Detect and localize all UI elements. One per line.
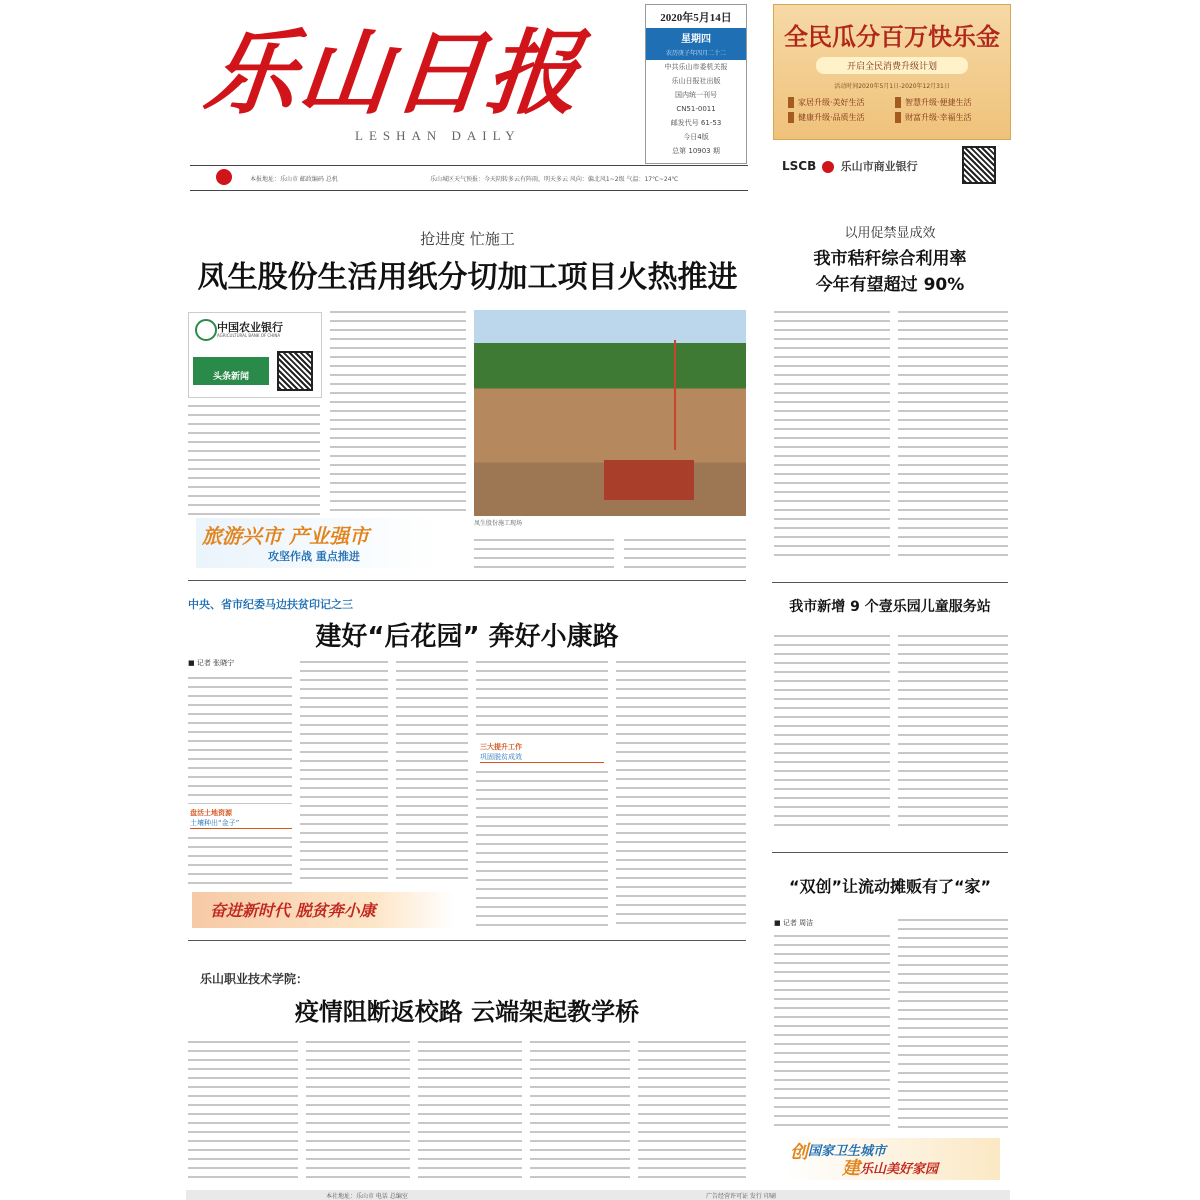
story1-text-col2 [330, 306, 466, 518]
story2-series: 中央、省市纪委马边扶贫印记之三 [188, 598, 353, 611]
newspaper-logo-icon [216, 169, 232, 185]
masthead-info-bar [190, 165, 748, 191]
tourism-ribbon [196, 518, 438, 568]
right2-headline[interactable]: 我市新增 9 个壹乐园儿童服务站 [789, 599, 991, 615]
date-box [645, 4, 747, 164]
ribbon-sub: 攻坚作战 重点推进 [268, 550, 360, 563]
masthead-title: 乐山日报 [199, 19, 587, 127]
right1-kicker: 以用促禁显成效 [844, 226, 936, 241]
date-box-line: CN51-0011 [676, 105, 716, 113]
ribbon-text-a: 国家卫生城市 [808, 1144, 887, 1159]
ad-item-grid [788, 97, 998, 123]
bank-ad[interactable] [188, 312, 322, 398]
poverty-ribbon [192, 892, 454, 928]
ad-note: 活动时间2020年5月1日-2020年12月31日 [834, 83, 950, 90]
sponsor-bank-name: 乐山市商业银行 [840, 160, 918, 173]
bank-logo-icon [822, 161, 834, 173]
ribbon-mark-b: 建 [842, 1158, 860, 1179]
qr-code-icon[interactable] [962, 146, 996, 184]
contact-info: 本报地址：乐山市 邮政编码 总机 [250, 176, 338, 183]
right3-text-col2 [898, 914, 1008, 1130]
bank-name-en: AGRICULTURAL BANK OF CHINA [217, 333, 281, 338]
date-box-line: 今日4版 [683, 133, 709, 141]
ribbon-main: 旅游兴市 产业强市 [202, 524, 369, 548]
story3-series: 乐山职业技术学院： [200, 972, 309, 986]
story1-text-col3 [474, 534, 614, 574]
story1-text-col1 [188, 400, 320, 518]
footer-left: 本社地址：乐山市 电话 总编室 [326, 1193, 408, 1200]
poverty-ribbon-text: 奋进新时代 脱贫奔小康 [210, 901, 376, 920]
abc-logo-icon [195, 319, 217, 341]
masthead-subtitle: LESHAN DAILY [355, 128, 521, 143]
bank-ad-banner: 头条新闻 [193, 357, 269, 385]
top-advertisement[interactable] [773, 4, 1011, 140]
bank-name: 中国农业银行 [217, 321, 283, 334]
story2-text-col1b [188, 832, 292, 884]
health-city-ribbon [786, 1138, 1000, 1180]
ribbon-mark-a: 创 [790, 1142, 808, 1163]
story3-text-col5 [638, 1036, 746, 1182]
masthead [199, 18, 625, 143]
story3-text-col1 [188, 1036, 298, 1182]
crane-icon [674, 340, 676, 450]
ad-item: 健康升级·品质生活 [788, 112, 891, 123]
story2-text-col1 [188, 672, 292, 804]
right1-headline-line2[interactable]: 今年有望超过 90% [815, 275, 965, 295]
ad-subtitle: 开启全民消费升级计划 [816, 57, 968, 74]
story2-subhead-b: 三大提升工作 [480, 743, 522, 751]
story2-headline[interactable]: 建好“后花园” 奔好小康路 [315, 622, 619, 652]
date-box-line: 国内统一刊号 [675, 91, 717, 99]
issue-date: 2020年5月14日 [660, 12, 732, 24]
right1-text-col2 [898, 306, 1008, 556]
section-divider [188, 580, 746, 581]
ad-item: 财富升级·幸福生活 [895, 112, 998, 123]
story2-subhead-b2: 巩固脱贫成效 [480, 752, 604, 763]
right3-text-col1 [774, 930, 890, 1130]
weekday: 星期四 [646, 28, 746, 47]
right2-text-col2 [898, 630, 1008, 830]
footer-bar [186, 1190, 1010, 1200]
ad-item: 智慧升级·便捷生活 [895, 97, 998, 108]
right2-text-col1 [774, 630, 890, 830]
sponsor-code: LSCB [782, 159, 817, 173]
story3-text-col4 [530, 1036, 630, 1182]
construction-photo [474, 310, 746, 516]
right3-byline: ■ 记者 周洁 [774, 919, 814, 927]
story1-text-col4 [624, 534, 746, 574]
footer-right: 广告经营许可证 发行 印刷 [706, 1193, 776, 1200]
date-box-line: 乐山日报社出版 [671, 77, 721, 85]
lunar-date: 农历庚子年四月二十二 [646, 47, 746, 60]
story2-subhead-a2: 土壤种出“金子” [190, 818, 292, 829]
sponsor-bank[interactable] [782, 158, 918, 174]
right1-headline-line1[interactable]: 我市秸秆综合利用率 [813, 249, 967, 269]
photo-caption: 凤生股份施工现场 [474, 520, 523, 527]
date-box-line: 总第 10903 期 [672, 147, 720, 155]
section-divider [772, 852, 1008, 853]
story2-text-col3 [396, 656, 468, 884]
right1-text-col1 [774, 306, 890, 556]
story2-text-col4 [476, 656, 608, 740]
ad-title: 全民瓜分百万快乐金 [784, 23, 1000, 51]
date-box-line: 中共乐山市委机关报 [664, 63, 728, 71]
section-divider [188, 940, 746, 941]
ribbon-text-b: 乐山美好家园 [860, 1162, 939, 1177]
section-divider [772, 582, 1008, 583]
story2-text-col2 [300, 656, 388, 884]
story3-text-col3 [418, 1036, 522, 1182]
right3-headline[interactable]: “双创”让流动摊贩有了“家” [788, 877, 992, 896]
ad-item: 家居升级·美好生活 [788, 97, 891, 108]
story3-text-col2 [306, 1036, 410, 1182]
story2-subhead-a: 盘活土地资源 [190, 809, 232, 817]
story2-text-col4b [476, 766, 608, 926]
story3-headline[interactable]: 疫情阻断返校路 云端架起教学桥 [294, 998, 640, 1026]
story1-headline[interactable]: 凤生股份生活用纸分切加工项目火热推进 [197, 260, 738, 295]
story2-text-col5 [616, 656, 746, 926]
weather-info: 乐山城区天气预报：今天阴转多云有阵雨，明天多云 风向：偏北风1~2级 气温：17℃~24℃ [430, 176, 679, 183]
story1-kicker: 抢进度 忙施工 [420, 230, 515, 248]
bank-qr-icon[interactable] [277, 351, 313, 391]
brick-wall [604, 460, 694, 500]
story2-byline: ■ 记者 张晓宁 [188, 659, 235, 667]
date-box-line: 邮发代号 61-53 [670, 119, 722, 127]
